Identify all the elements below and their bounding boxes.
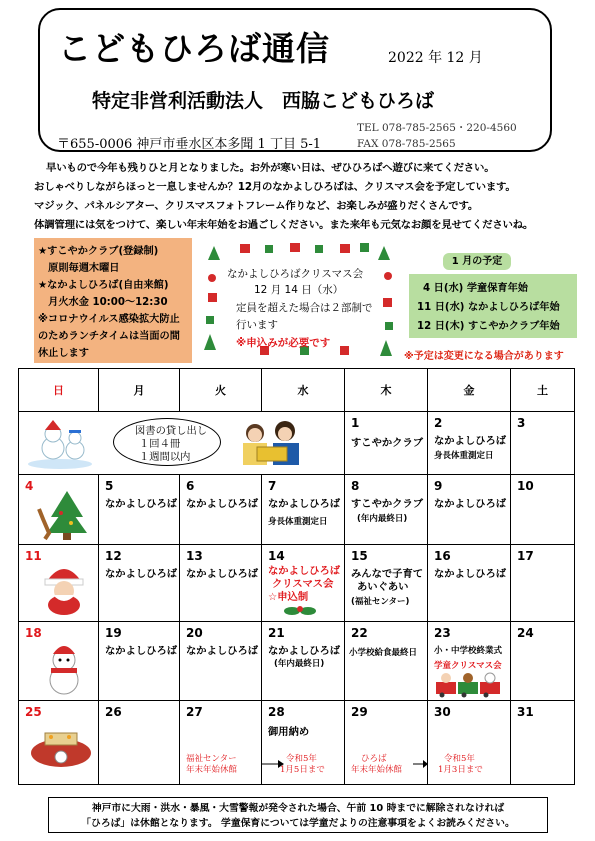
day-number: 20 [186,626,203,640]
address: 〒655-0006 神戸市垂水区本多聞 1 丁目 5-1 [57,137,322,152]
event-text: すこやかクラブ [351,498,424,510]
calendar-day-5 [99,475,180,545]
day-number: 12 [105,549,122,563]
day-number: 5 [105,479,114,493]
day-header-tue: 火 [180,369,262,412]
calendar-day-7 [262,475,345,545]
snowman-icon [41,642,87,696]
event-text: なかよしひろば [434,568,507,580]
schedule-item: 11 日(水) なかよしひろば年始 [417,302,560,313]
day-number: 9 [434,479,443,493]
event-text: 学童クリスマス会 [434,661,502,671]
january-schedule-box [409,274,577,338]
book-lending-line: 図書の貸し出し [135,425,208,437]
calendar-day-26 [99,701,180,784]
calendar-day-20 [180,622,262,701]
santa-icon [39,561,89,617]
event-text: なかよしひろば [434,435,507,447]
day-number: 8 [351,479,360,493]
newsletter-title: こどもひろば通信 [58,29,330,68]
day-number: 10 [517,479,534,493]
club-line: ★すこやかクラブ(登録制) [38,246,159,257]
event-text: 身長体重測定日 [434,451,494,461]
day-number: 25 [25,705,42,719]
event-text: (年内最終日) [274,659,325,669]
event-line: 定員を超えた場合は２部制で [236,302,373,314]
intro-line: マジック、パネルシアター、クリスマスフォトフレーム作りなど、お楽しみが盛りだくさんです。 [34,200,479,212]
day-number: 3 [517,416,526,430]
event-text: 年末年始休館 [351,765,403,775]
day-header-thu: 木 [345,369,428,412]
calendar-day-17 [511,545,574,622]
intro-line: おしゃべりしながらほっと一息しませんか？12月のなかよしひろばは、クリスマス会を予定しています。 [34,181,516,193]
calendar-day-27 [180,701,262,784]
event-text: クリスマス会 [272,578,334,590]
schedule-item: 12 日(木) すこやかクラブ年始 [417,321,560,332]
day-header-sat: 土 [511,369,574,412]
intro-line: 体調管理には気をつけて、楽しい年末年始をお過ごしください。また来年も元気なお顔を見せてくださいね。 [34,219,534,231]
event-text: ☆申込制 [268,591,309,603]
day-number: 1 [351,416,360,430]
day-number: 7 [268,479,277,493]
calendar-day-28 [262,701,345,784]
schedule-item: 4 日(水) 学童保育年始 [423,283,528,294]
day-number: 26 [105,705,122,719]
organization-name: 特定非営利活動法人 西脇こどもひろば [92,90,435,112]
event-line: 行います [236,319,278,331]
event-text: 令和5年 [444,754,475,764]
event-text: なかよしひろば [268,565,341,577]
calendar-day-13 [180,545,262,622]
day-header-sun: 日 [19,369,99,412]
day-number: 18 [25,626,42,640]
event-text: なかよしひろば [186,568,259,580]
event-text: 小・中学校終業式 [434,646,503,656]
club-line: のためランチタイムは当面の間 [38,331,180,342]
club-line: ※コロナウイルス感染拡大防止 [38,314,180,325]
calendar-day-12 [99,545,180,622]
event-text: 令和5年 [286,754,317,764]
event-text: (福祉センター) [351,597,410,607]
event-note: ※申込みが必要です [236,337,331,349]
event-text: 御用納め [268,726,310,738]
day-number: 28 [268,705,285,719]
day-number: 4 [25,479,34,493]
day-number: 22 [351,626,368,640]
day-number: 2 [434,416,443,430]
calendar-day-2 [428,412,511,475]
club-line: 原則毎週木曜日 [38,263,120,274]
day-number: 30 [434,705,451,719]
calendar-day-18 [19,622,99,701]
event-text: (年内最終日) [357,514,408,524]
event-text: 1月5日まで [280,765,325,775]
day-header-mon: 月 [99,369,180,412]
club-line: 月火水金 10:00～12:30 [38,297,168,308]
january-schedule-header: 1 月の予定 [443,253,511,270]
footer-notice [48,797,548,833]
event-text: すこやかクラブ [351,437,424,449]
club-info-box [34,238,192,363]
event-text: ひろば [361,754,387,764]
event-text: 福祉センター [186,754,237,764]
issue-date: 2022 年 12 月 [388,50,483,66]
calendar-day-25 [19,701,99,784]
children-reading-icon [233,417,313,469]
club-line: ★なかよしひろば(自由来館) [38,280,169,291]
snowman-icon [25,418,95,470]
calendar-day-10 [511,475,574,545]
day-number: 6 [186,479,195,493]
calendar-day-21 [262,622,345,701]
footer-line: 「ひろば」は休館となります。 学童保育については学童だよりの注意事項をよくお読みください。 [81,818,515,829]
event-text: なかよしひろば [268,498,341,510]
calendar [18,368,575,785]
day-header-wed: 水 [262,369,345,412]
calendar-day-1 [345,412,428,475]
day-number: 31 [517,705,534,719]
intro-line: 早いもので今年も残りひと月となりました。お外が寒い日は、ぜひひろばへ遊びに来てください。 [46,162,495,174]
event-text: あいぐあい [357,581,409,593]
calendar-day-31 [511,701,574,784]
event-text: なかよしひろば [268,645,341,657]
calendar-day-3 [511,412,574,475]
calendar-day-19 [99,622,180,701]
day-number: 16 [434,549,451,563]
calendar-day-23 [428,622,511,701]
calendar-day-11 [19,545,99,622]
schedule-note: ※予定は変更になる場合があります [404,351,564,362]
fax: FAX 078-785-2565 [357,138,456,150]
christmas-event-frame [200,238,400,360]
event-date: 12 月 14 日（水） [254,284,344,296]
event-text: なかよしひろば [105,645,178,657]
book-lending-line: １回４冊 [139,438,181,450]
calendar-day-16 [428,545,511,622]
day-number: 14 [268,549,285,563]
calendar-day-30 [428,701,511,784]
calendar-day-8 [345,475,428,545]
holly-icon [282,603,318,619]
day-number: 27 [186,705,203,719]
santa-train-icon [434,672,504,698]
event-text: なかよしひろば [434,498,507,510]
calendar-day-4 [19,475,99,545]
day-number: 15 [351,549,368,563]
calendar-day-22 [345,622,428,701]
day-number: 21 [268,626,285,640]
day-header-fri: 金 [428,369,511,412]
event-text: なかよしひろば [186,498,259,510]
event-title: なかよしひろばクリスマス会 [227,268,364,280]
event-text: みんなで子育て [351,568,424,580]
tel: TEL 078-785-2565・220-4560 [357,122,517,134]
day-number: 11 [25,549,42,563]
day-number: 19 [105,626,122,640]
calendar-blank-week1 [19,412,345,475]
calendar-day-9 [428,475,511,545]
footer-line: 神戸市に大雨・洪水・暴風・大雪警報が発令された場合、午前 10 時までに解除されなければ [91,803,505,814]
day-number: 29 [351,705,368,719]
calendar-day-6 [180,475,262,545]
day-number: 17 [517,549,534,563]
event-text: 1月3日まで [438,765,483,775]
day-number: 13 [186,549,203,563]
calendar-day-14 [262,545,345,622]
kotatsu-cat-icon [29,723,93,773]
event-text: なかよしひろば [186,645,259,657]
calendar-day-15 [345,545,428,622]
calendar-day-24 [511,622,574,701]
club-line: 休止します [38,348,89,359]
event-text: 小学校給食最終日 [349,648,418,658]
calendar-day-29 [345,701,428,784]
event-text: 身長体重測定日 [268,517,328,527]
day-number: 24 [517,626,534,640]
event-text: なかよしひろば [105,498,178,510]
christmas-tree-icon [37,489,87,541]
day-number: 23 [434,626,451,640]
event-text: なかよしひろば [105,568,178,580]
event-text: 年末年始休館 [186,765,238,775]
book-lending-line: １週間以内 [139,451,191,463]
